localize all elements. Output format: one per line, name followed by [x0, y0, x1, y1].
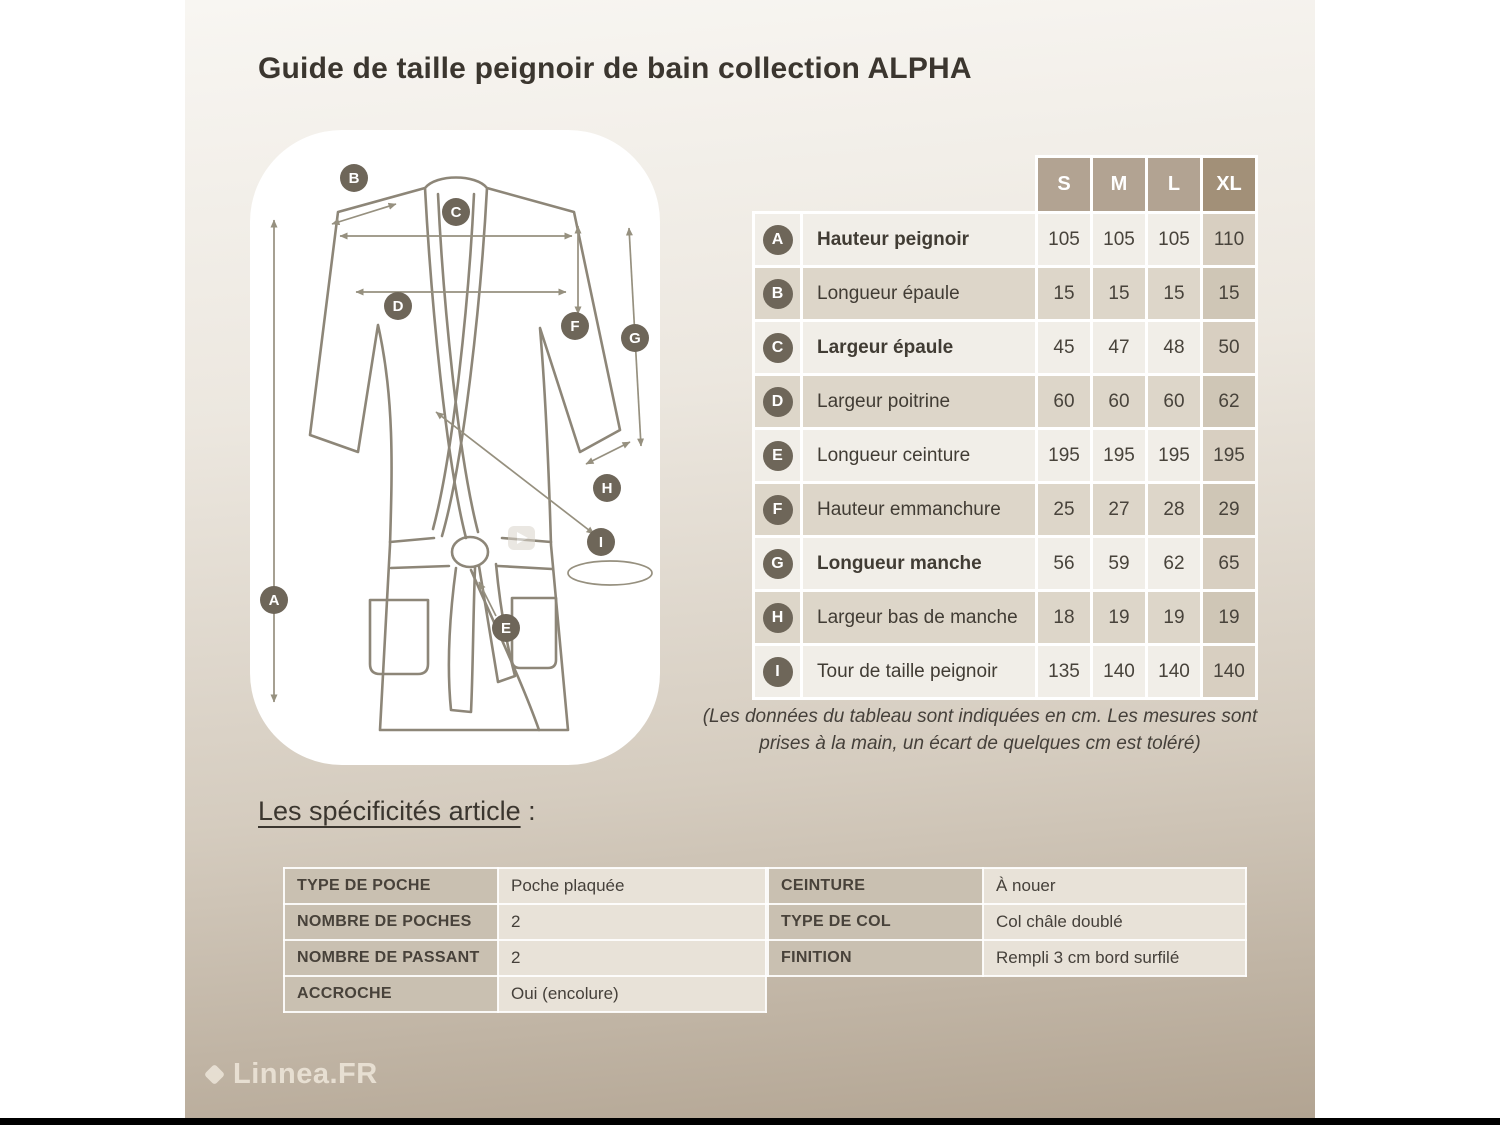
measure-letter-badge: B — [763, 279, 793, 309]
spec-value: 2 — [498, 904, 766, 940]
spec-value: Col châle doublé — [983, 904, 1246, 940]
bathrobe-measurement-diagram — [250, 130, 660, 765]
specs-heading — [258, 796, 536, 827]
measure-value-xl: 50 — [1202, 321, 1257, 375]
spec-row — [768, 904, 1246, 940]
measure-value-s: 105 — [1037, 213, 1092, 267]
bottom-black-bar — [0, 1118, 1500, 1125]
spec-row — [768, 868, 1246, 904]
brand-logo — [207, 1058, 378, 1091]
size-col-xl: XL — [1202, 157, 1257, 213]
svg-text:I: I — [598, 534, 604, 551]
measure-value-xl: 140 — [1202, 645, 1257, 699]
measure-arrow-b — [332, 204, 396, 224]
measure-value-l: 140 — [1147, 645, 1202, 699]
robe-outline — [310, 178, 620, 731]
play-watermark-icon — [508, 526, 535, 550]
measure-letter-cell — [754, 429, 802, 483]
spec-table-right — [767, 867, 1247, 977]
measure-letter-cell — [754, 375, 802, 429]
measure-letter-cell — [754, 591, 802, 645]
spec-label: ACCROCHE — [284, 976, 498, 1012]
svg-text:C: C — [450, 204, 462, 221]
waist-circumference-ellipse — [568, 561, 652, 585]
measure-letter-cell — [754, 213, 802, 267]
measure-value-m: 105 — [1092, 213, 1147, 267]
measure-value-s: 15 — [1037, 267, 1092, 321]
badge-d — [384, 292, 412, 320]
measure-value-xl: 62 — [1202, 375, 1257, 429]
measure-value-l: 48 — [1147, 321, 1202, 375]
spec-label: FINITION — [768, 940, 983, 976]
size-col-s: S — [1037, 157, 1092, 213]
specs-heading-colon: : — [520, 796, 536, 826]
badge-f — [561, 312, 589, 340]
brand-logo-text: Linnea.FR — [233, 1058, 378, 1090]
svg-text:A: A — [268, 592, 280, 609]
measure-label: Longueur épaule — [802, 267, 1037, 321]
measure-label: Largeur poitrine — [802, 375, 1037, 429]
size-guide-table — [752, 155, 1258, 700]
measure-value-m: 27 — [1092, 483, 1147, 537]
measure-value-l: 28 — [1147, 483, 1202, 537]
specs-heading-text: Les spécificités article — [258, 796, 521, 826]
measure-letter-badge: C — [763, 333, 793, 363]
badge-h — [593, 474, 621, 502]
size-table-row — [754, 321, 1257, 375]
size-table-row — [754, 537, 1257, 591]
measure-value-xl: 15 — [1202, 267, 1257, 321]
badge-g — [621, 324, 649, 352]
spec-label: TYPE DE COL — [768, 904, 983, 940]
measure-letter-cell — [754, 321, 802, 375]
spec-label: NOMBRE DE POCHES — [284, 904, 498, 940]
measure-letter-cell — [754, 267, 802, 321]
badge-c — [442, 198, 470, 226]
measure-letter-badge: E — [763, 441, 793, 471]
svg-text:E: E — [500, 620, 512, 637]
diamond-leaf-icon — [204, 1064, 225, 1085]
measure-label: Largeur bas de manche — [802, 591, 1037, 645]
measure-letter-badge: D — [763, 387, 793, 417]
badge-e — [492, 614, 520, 642]
badge-b — [340, 164, 368, 192]
spec-value: À nouer — [983, 868, 1246, 904]
measure-value-m: 195 — [1092, 429, 1147, 483]
measure-value-s: 135 — [1037, 645, 1092, 699]
spec-label: TYPE DE POCHE — [284, 868, 498, 904]
size-table-row — [754, 645, 1257, 699]
measure-label: Largeur épaule — [802, 321, 1037, 375]
measure-label: Hauteur emmanchure — [802, 483, 1037, 537]
content-stage — [185, 0, 1315, 1118]
measure-label: Hauteur peignoir — [802, 213, 1037, 267]
size-table-row — [754, 429, 1257, 483]
size-table-row — [754, 267, 1257, 321]
spec-value: Poche plaquée — [498, 868, 766, 904]
measure-value-s: 25 — [1037, 483, 1092, 537]
measure-value-m: 60 — [1092, 375, 1147, 429]
measure-value-s: 45 — [1037, 321, 1092, 375]
size-table-row — [754, 591, 1257, 645]
measure-label: Longueur ceinture — [802, 429, 1037, 483]
measure-letter-badge: G — [763, 549, 793, 579]
measure-value-m: 59 — [1092, 537, 1147, 591]
measure-value-s: 60 — [1037, 375, 1092, 429]
measure-value-s: 18 — [1037, 591, 1092, 645]
size-table-row — [754, 483, 1257, 537]
badge-i — [587, 528, 615, 556]
spec-label: CEINTURE — [768, 868, 983, 904]
measure-value-m: 140 — [1092, 645, 1147, 699]
spec-table-left — [283, 867, 767, 1013]
robe-diagram-panel — [250, 130, 660, 765]
measure-label: Longueur manche — [802, 537, 1037, 591]
measure-value-m: 19 — [1092, 591, 1147, 645]
measure-value-s: 56 — [1037, 537, 1092, 591]
spec-value: Rempli 3 cm bord surfilé — [983, 940, 1246, 976]
spec-row — [768, 940, 1246, 976]
spec-value: Oui (encolure) — [498, 976, 766, 1012]
measure-value-m: 15 — [1092, 267, 1147, 321]
measure-value-xl: 110 — [1202, 213, 1257, 267]
table-unit-note: (Les données du tableau sont indiquées en cm. Les mesures sont prises à la main, un écart de quelques cm est toléré) — [702, 706, 1258, 754]
size-header-row — [754, 157, 1257, 213]
size-header-spacer — [754, 157, 1037, 213]
measure-letter-cell — [754, 483, 802, 537]
badge-a — [260, 586, 288, 614]
svg-text:D: D — [392, 298, 404, 315]
page-title: Guide de taille peignoir de bain collection ALPHA — [258, 52, 972, 85]
measure-value-l: 60 — [1147, 375, 1202, 429]
measure-letter-cell — [754, 537, 802, 591]
measure-value-xl: 65 — [1202, 537, 1257, 591]
measure-label: Tour de taille peignoir — [802, 645, 1037, 699]
spec-label: NOMBRE DE PASSANT — [284, 940, 498, 976]
measure-value-xl: 19 — [1202, 591, 1257, 645]
measure-letter-badge: I — [763, 657, 793, 687]
measure-letter-badge: A — [763, 225, 793, 255]
measure-value-l: 62 — [1147, 537, 1202, 591]
spec-value: 2 — [498, 940, 766, 976]
spec-row — [284, 868, 766, 904]
svg-text:H: H — [601, 480, 613, 497]
measure-letter-cell — [754, 645, 802, 699]
measure-value-l: 105 — [1147, 213, 1202, 267]
measure-value-s: 195 — [1037, 429, 1092, 483]
svg-text:B: B — [348, 170, 360, 187]
spec-row — [284, 904, 766, 940]
spec-row — [284, 940, 766, 976]
measure-letter-badge: F — [763, 495, 793, 525]
measure-value-l: 15 — [1147, 267, 1202, 321]
measure-letter-badge: H — [763, 603, 793, 633]
size-table-row — [754, 375, 1257, 429]
svg-text:F: F — [570, 318, 580, 335]
size-col-l: L — [1147, 157, 1202, 213]
measure-value-xl: 195 — [1202, 429, 1257, 483]
measure-value-m: 47 — [1092, 321, 1147, 375]
spec-row — [284, 976, 766, 1012]
measure-value-xl: 29 — [1202, 483, 1257, 537]
measure-value-l: 195 — [1147, 429, 1202, 483]
size-table-row — [754, 213, 1257, 267]
svg-text:G: G — [629, 330, 641, 347]
size-col-m: M — [1092, 157, 1147, 213]
measure-value-l: 19 — [1147, 591, 1202, 645]
